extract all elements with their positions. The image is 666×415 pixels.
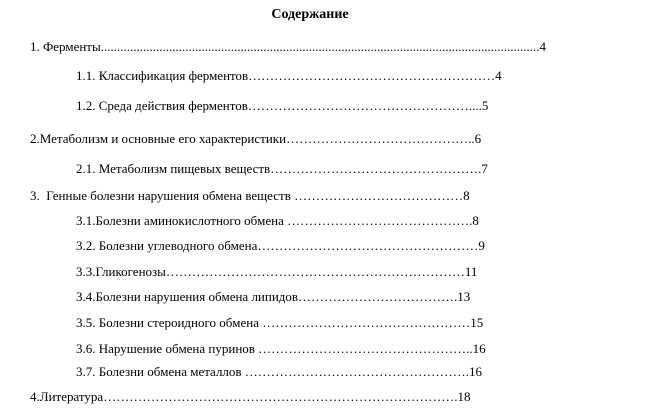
toc-entry-3-5: 3.5. Болезни стероидного обмена …………………………………………15 [76,315,484,330]
toc-entry-1: 1. Ферменты.......................................................................................................................................4 [30,39,546,54]
toc-entry-3-1: 3.1.Болезни аминокислотного обмена …………………………………….8 [76,213,479,228]
toc-entry-3-3: 3.3.Гликогенозы……………………………………………………………11 [76,264,478,279]
toc-entry-4: 4.Литература……………………………………………………………………….18 [30,389,471,404]
toc-entry-1-2: 1.2. Среда действия ферментов……………………………………………....5 [76,98,489,113]
toc-entry-3-7: 3.7. Болезни обмена металлов …………………………………………….16 [76,364,483,379]
toc-entry-2: 2.Метаболизм и основные его характеристики……………………………………..6 [30,131,482,146]
document-title: Содержание [271,7,349,22]
toc-entry-3-2: 3.2. Болезни углеводного обмена……………………………………………9 [76,238,485,253]
toc-entry-3-4: 3.4.Болезни нарушения обмена липидов……………………………….13 [76,289,471,304]
toc-entry-2-1: 2.1. Метаболизм пищевых веществ………………………………………….7 [76,161,488,176]
toc-entry-3-6: 3.6. Нарушение обмена пуринов …………………………………………..16 [76,341,486,356]
toc-entry-1-1: 1.1. Классификация ферментов…………………………………………………4 [76,68,502,83]
toc-entry-3: 3. Генные болезни нарушения обмена веществ …………………………………8 [30,188,470,203]
